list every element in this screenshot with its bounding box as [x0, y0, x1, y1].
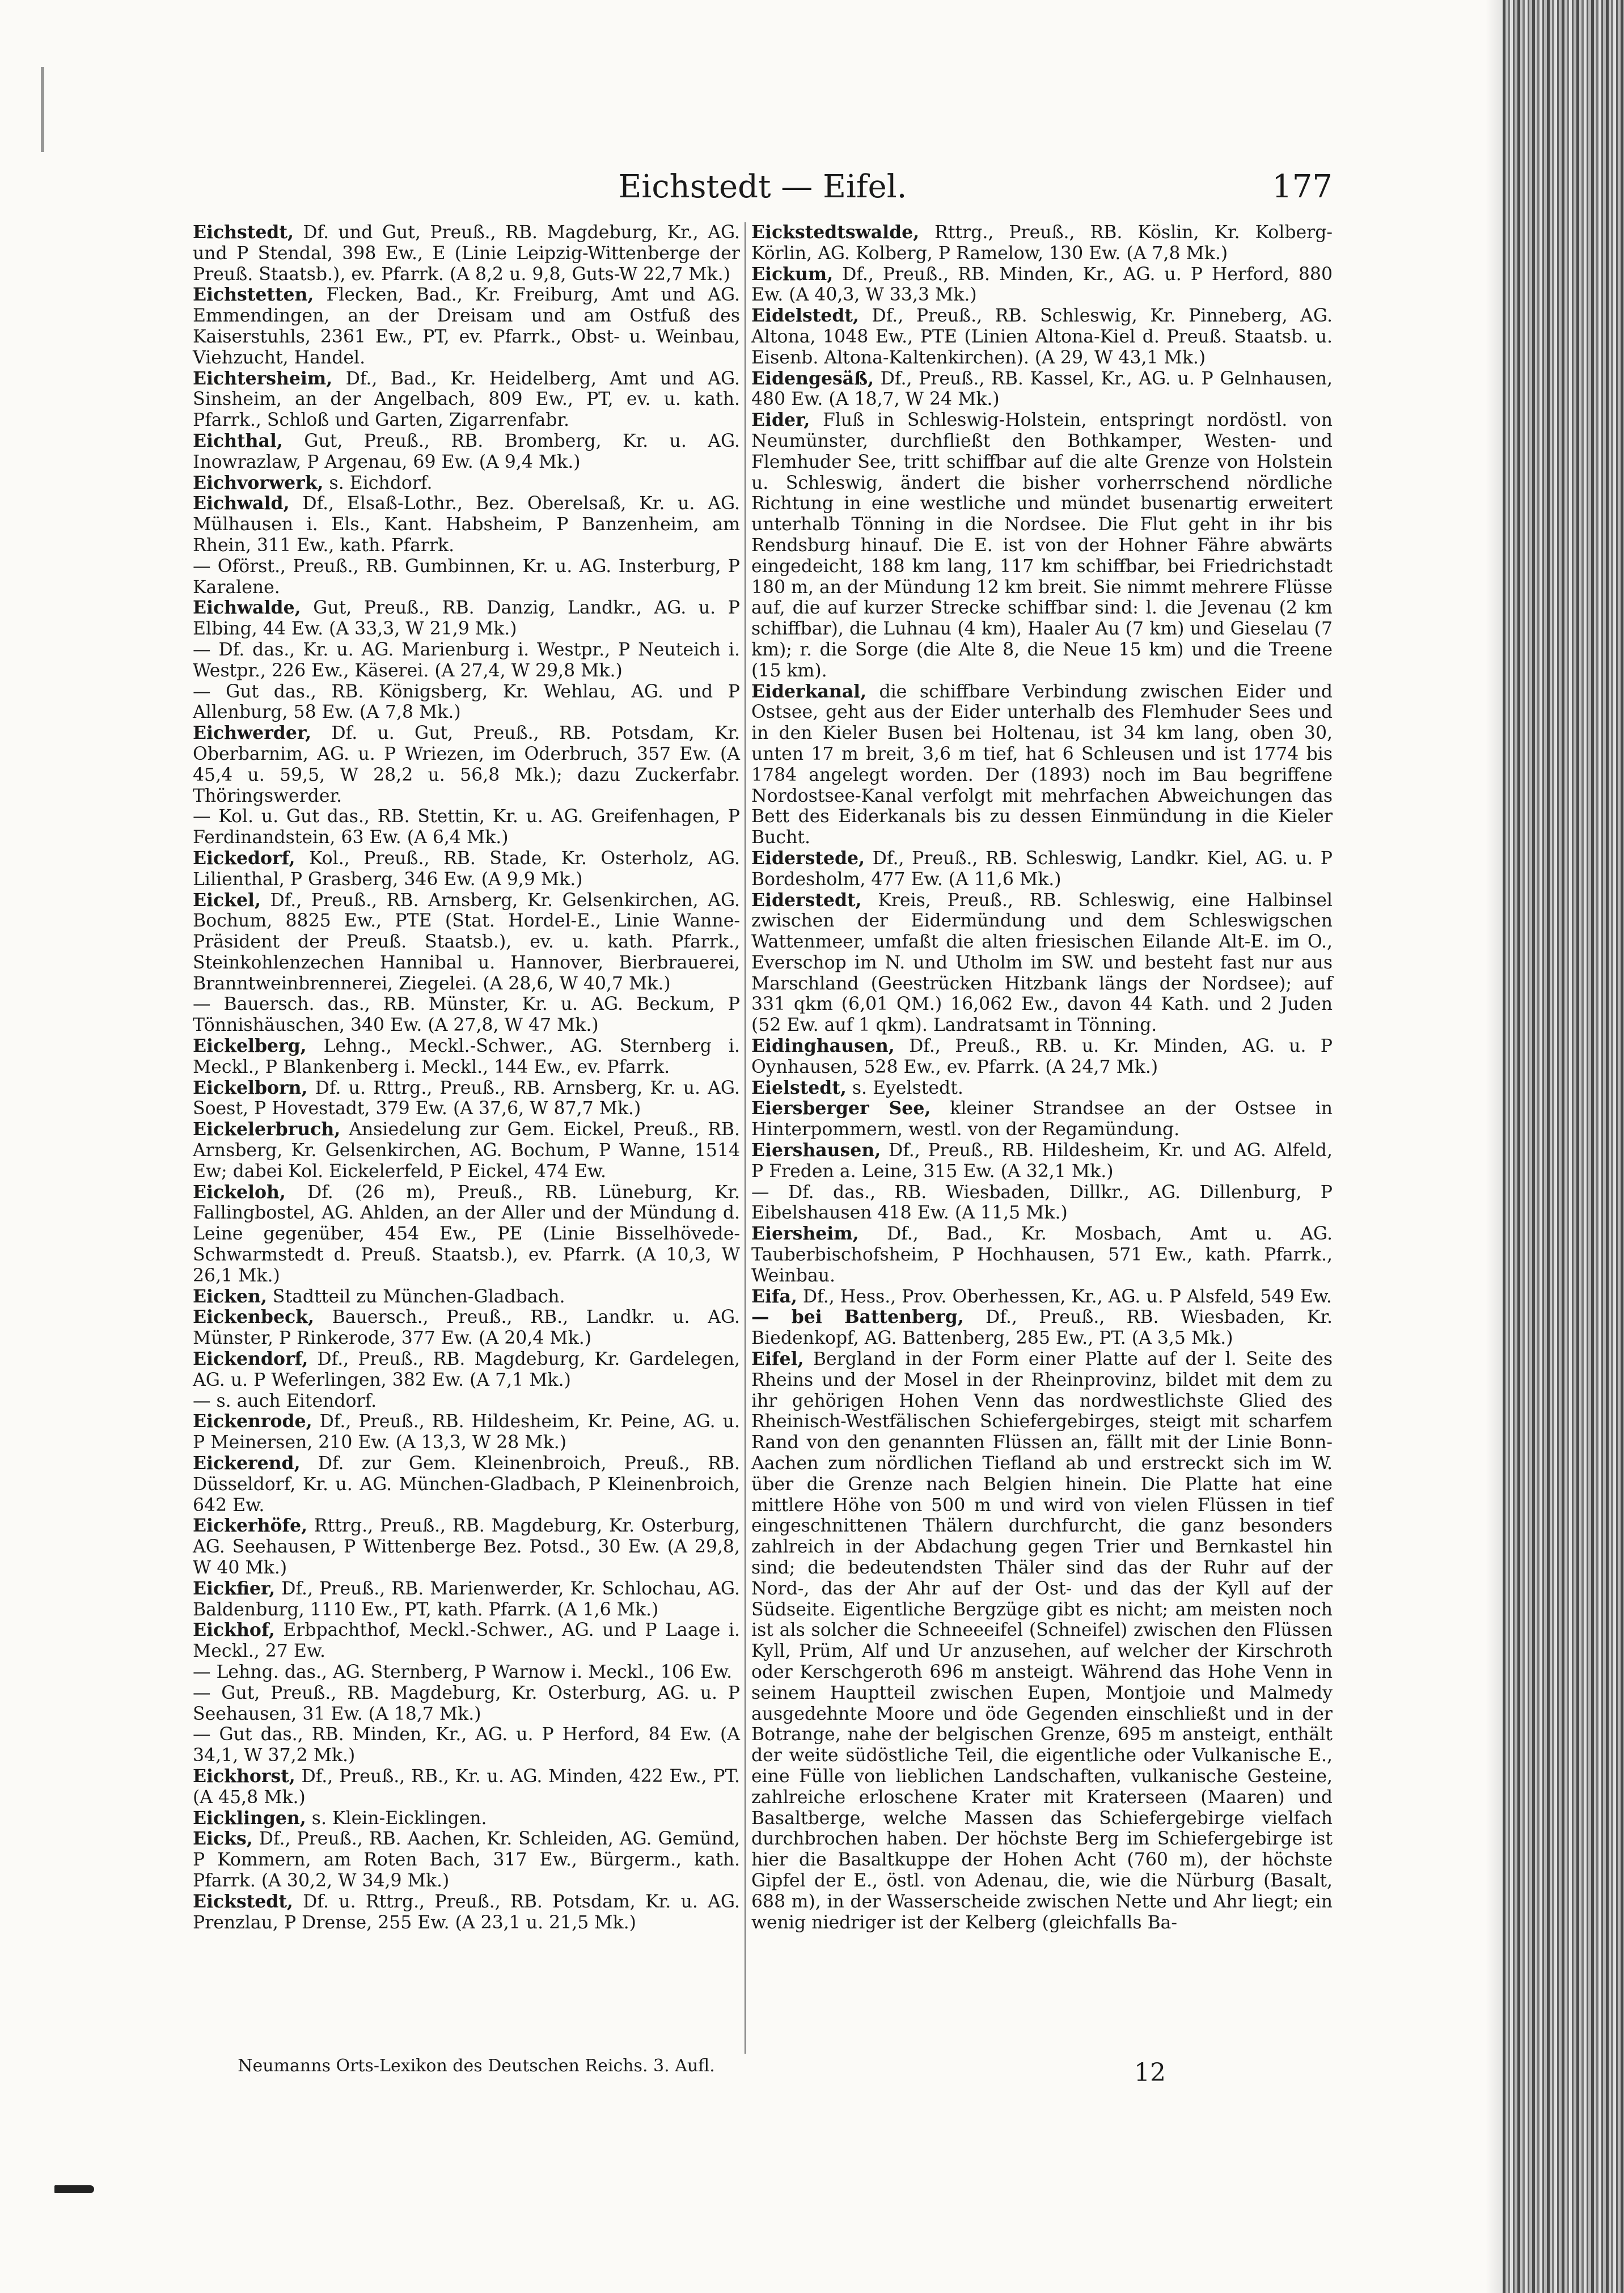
- entry-headword: Eichwald,: [193, 493, 290, 514]
- entry-headword: Eickeloh,: [193, 1181, 286, 1203]
- lexicon-entry: [193, 723, 740, 806]
- entry-text: Df., Preuß., RB., Kr. u. AG. Minden, 422 Ew., PT. (A 45,8 Mk.): [193, 1766, 740, 1808]
- entry-headword: Eiersberger See,: [751, 1098, 931, 1119]
- footer: Neumanns Orts-Lexikon des Deutschen Reichs. 3. Aufl.: [238, 2056, 715, 2076]
- entry-text: Kreis, Preuß., RB. Schleswig, eine Halbinsel zwischen der Eidermündung und dem Schleswigschen Wattenmeer, umfaßt die alten friesischen Eilande Alt-E. im O., Everschop im N. und Utholm im SW. und besteht fast nur aus Marschland (Geestrücken Hitzbank längs der Nordsee); auf 331 qkm (6,01 QM.) 16,062 Ew., davon 44 Kath. und 2 Juden (52 Ew. auf 1 qkm). Landratsamt in Tönning.: [751, 890, 1333, 1036]
- entry-text: — Bauersch. das., RB. Münster, Kr. u. AG. Beckum, P Tönnishäuschen, 340 Ew. (A 27,8, W 47 Mk.): [193, 994, 740, 1036]
- running-header: [193, 164, 1333, 210]
- lexicon-entry: [751, 1307, 1333, 1349]
- lexicon-entry: [193, 1724, 740, 1766]
- entry-headword: Eickelerbruch,: [193, 1119, 341, 1140]
- lexicon-entry: [193, 890, 740, 995]
- entry-text: — Gut, Preuß., RB. Magdeburg, Kr. Osterburg, AG. u. P Seehausen, 31 Ew. (A 18,7 Mk.): [193, 1682, 740, 1724]
- entry-text: — Gut das., RB. Königsberg, Kr. Wehlau, AG. und P Allenburg, 58 Ew. (A 7,8 Mk.): [193, 681, 740, 723]
- entry-text: Df., Preuß., RB. Hildesheim, Kr. Peine, AG. u. P Meinersen, 210 Ew. (A 13,3, W 28 Mk.): [193, 1411, 740, 1453]
- lexicon-entry: [193, 640, 740, 682]
- signature-mark: 12: [1134, 2058, 1166, 2087]
- entry-text: — Gut das., RB. Minden, Kr., AG. u. P Herford, 84 Ew. (A 34,1, W 37,2 Mk.): [193, 1724, 740, 1766]
- entry-text: Df., Hess., Prov. Oberhessen, Kr., AG. u. P Alsfeld, 549 Ew.: [797, 1286, 1332, 1307]
- lexicon-entry: [751, 306, 1333, 368]
- lexicon-entry: [751, 1036, 1333, 1078]
- entry-text: Df., Bad., Kr. Mosbach, Amt u. AG. Tauberbischofsheim, P Hochhausen, 571 Ew., kath. Pfarrk., Weinbau.: [751, 1224, 1333, 1286]
- entry-headword: Eickfier,: [193, 1577, 276, 1599]
- entry-text: — Lehng. das., AG. Sternberg, P Warnow i. Meckl., 106 Ew.: [193, 1661, 733, 1682]
- entry-headword: — bei Battenberg,: [751, 1306, 964, 1328]
- entry-text: Df. u. Gut, Preuß., RB. Potsdam, Kr. Oberbarnim, AG. u. P Wriezen, im Oderbruch, 357 Ew. (A 45,4 u. 59,5, W 28,2 u. 56,8 Mk.); dazu Zuckerfabr. Thöringswerder.: [193, 723, 740, 806]
- entry-text: Df. u. Rttrg., Preuß., RB. Potsdam, Kr. u. AG. Prenzlau, P Drense, 255 Ew. (A 23,1 u. 21,5 Mk.): [193, 1891, 740, 1933]
- entry-headword: Eickstedtswalde,: [751, 222, 920, 243]
- lexicon-entry: [193, 285, 740, 368]
- entry-text: kleiner Strandsee an der Ostsee in Hinterpommern, westl. von der Regamündung.: [751, 1098, 1333, 1140]
- entry-text: Kol., Preuß., RB. Stade, Kr. Osterholz, AG. Lilienthal, P Grasberg, 346 Ew. (A 9,9 Mk.): [193, 848, 740, 890]
- lexicon-entry: [193, 682, 740, 724]
- entry-headword: Eickhorst,: [193, 1765, 295, 1787]
- scan-mark: [54, 2185, 94, 2193]
- lexicon-entry: [193, 1892, 740, 1934]
- lexicon-entry: [193, 1766, 740, 1808]
- entry-text: Gut, Preuß., RB. Bromberg, Kr. u. AG. Inowrazlaw, P Argenau, 69 Ew. (A 9,4 Mk.): [193, 430, 740, 472]
- entry-headword: Eichvorwerk,: [193, 472, 324, 493]
- entry-headword: Eiderstede,: [751, 847, 865, 869]
- entry-text: — Kol. u. Gut das., RB. Stettin, Kr. u. AG. Greifenhagen, P Ferdinandstein, 63 Ew. (A 6,4 Mk.): [193, 806, 740, 848]
- entry-text: Df., Preuß., RB. Aachen, Kr. Schleiden, AG. Gemünd, P Kommern, am Roten Bach, 317 Ew., Bürgerm., kath. Pfarrk. (A 30,2, W 34,9 Mk.): [193, 1829, 740, 1891]
- entry-text: Df., Preuß., RB. Schleswig, Landkr. Kiel, AG. u. P Bordesholm, 477 Ew. (A 11,6 Mk.): [751, 848, 1333, 890]
- entry-text: Df., Preuß., RB. Marienwerder, Kr. Schlochau, AG. Baldenburg, 1110 Ew., PT, kath. Pfarrk. (A 1,6 Mk.): [193, 1578, 740, 1620]
- lexicon-entry: [193, 1287, 740, 1308]
- entry-text: s. Eichdorf.: [323, 472, 433, 493]
- entry-headword: Eickerhöfe,: [193, 1515, 308, 1537]
- entry-text: Erbpachthof, Meckl.-Schwer., AG. und P Laage i. Meckl., 27 Ew.: [193, 1620, 740, 1662]
- lexicon-entry: [193, 369, 740, 431]
- entry-headword: Eider,: [751, 409, 810, 431]
- lexicon-entry: [193, 1829, 740, 1891]
- lexicon-entry: [751, 1349, 1333, 1933]
- entry-text: Df., Preuß., RB. Hildesheim, Kr. und AG. Alfeld, P Freden a. Leine, 315 Ew. (A 32,1 Mk.): [751, 1140, 1333, 1182]
- lexicon-entry: [193, 1307, 740, 1349]
- entry-headword: Eichstedt,: [193, 222, 294, 243]
- entry-text: Df., Bad., Kr. Heidelberg, Amt und AG. Sinsheim, an der Angelbach, 809 Ew., PT, ev. u. kath. Pfarrk., Schloß und Garten, Zigarrenfabr.: [193, 368, 740, 431]
- entry-text: Df., Preuß., RB. Kassel, Kr., AG. u. P Gelnhausen, 480 Ew. (A 18,7, W 24 Mk.): [751, 368, 1333, 410]
- lexicon-entry: [193, 1119, 740, 1182]
- entry-text: Df., Preuß., RB. Wiesbaden, Kr. Biedenkopf, AG. Battenberg, 285 Ew., PT. (A 3,5 Mk.): [751, 1307, 1333, 1349]
- entry-text: Df. und Gut, Preuß., RB. Magdeburg, Kr., AG. und P Stendal, 398 Ew., E (Linie Leipzig-Wittenberge der Preuß. Staatsb.), ev. Pfarrk. (A 8,2 u. 9,8, Guts-W 22,7 Mk.): [193, 222, 740, 285]
- lexicon-entry: [193, 1078, 740, 1120]
- right-column: [751, 222, 1333, 1933]
- entry-headword: Eichtersheim,: [193, 367, 333, 389]
- page-title: Eichstedt — Eifel.: [618, 168, 907, 205]
- entry-headword: Eichwalde,: [193, 597, 301, 619]
- lexicon-entry: [193, 493, 740, 556]
- lexicon-entry: [751, 1287, 1333, 1308]
- entry-headword: Eidinghausen,: [751, 1035, 895, 1057]
- entry-text: Bauersch., Preuß., RB., Landkr. u. AG. Münster, P Rinkerode, 377 Ew. (A 20,4 Mk.): [193, 1307, 740, 1349]
- lexicon-entry: [751, 369, 1333, 411]
- entry-text: Fluß in Schleswig-Holstein, entspringt nordöstl. von Neumünster, durchfließt den Bothkamper, Westen- und Flemhuder See, tritt schiffbar auf die alte Grenze von Holstein u. Schleswig, ändert die bisher vorherrschend nördliche Richtung in eine westliche und mündet busenartig erweitert unterhalb Tönning in die Nordsee. Die Flut geht in ihr bis Rendsburg hinauf. Die E. ist von der Hohner Fähre abwärts eingedeicht, 188 km lang, 117 km schiffbar, bei Friedrichstadt 180 m, an der Mündung 12 km breit. Sie nimmt mehrere Flüsse auf, die auf kurzer Strecke schiffbar sind: l. die Jevenau (2 km schiffbar), die Luhnau (4 km), Haaler Au (7 km) und Gieselau (7 km); r. die Sorge (die Alte 8, die Neue 15 km) und die Treene (15 km).: [751, 410, 1333, 681]
- lexicon-entry: [751, 1140, 1333, 1182]
- entry-headword: Eicken,: [193, 1285, 267, 1307]
- entry-text: Df., Preuß., RB. Magdeburg, Kr. Gardelegen, AG. u. P Weferlingen, 382 Ew. (A 7,1 Mk.): [193, 1349, 740, 1390]
- entry-text: — Df. das., Kr. u. AG. Marienburg i. Westpr., P Neuteich i. Westpr., 226 Ew., Käserei. (A 27,4, W 29,8 Mk.): [193, 639, 740, 681]
- entry-headword: Eicklingen,: [193, 1807, 306, 1829]
- book-spine: [1503, 0, 1624, 2293]
- entry-headword: Eickum,: [751, 263, 834, 285]
- lexicon-entry: [193, 1349, 740, 1391]
- entry-text: s. Eyelstedt.: [846, 1077, 963, 1098]
- lexicon-entry: [751, 890, 1333, 1036]
- lexicon-entry: [751, 1224, 1333, 1286]
- entry-headword: Eickhof,: [193, 1619, 275, 1641]
- entry-headword: Eifa,: [751, 1285, 797, 1307]
- lexicon-entry: [193, 1516, 740, 1578]
- lexicon-entry: [193, 806, 740, 848]
- entry-text: Lehng., Meckl.-Schwer., AG. Sternberg i. Meckl., P Blankenberg i. Meckl., 144 Ew., ev. Pfarrk.: [193, 1036, 740, 1077]
- lexicon-entry: [193, 1182, 740, 1287]
- entry-headword: Eichwerder,: [193, 722, 312, 744]
- lexicon-entry: [193, 1662, 740, 1683]
- entry-headword: Eickelborn,: [193, 1077, 308, 1098]
- entry-text: Rttrg., Preuß., RB. Magdeburg, Kr. Osterburg, AG. Seehausen, P Wittenberge Bez. Potsd., 30 Ew. (A 29,8, W 40 Mk.): [193, 1516, 740, 1578]
- page-number: 177: [1272, 168, 1333, 205]
- lexicon-entry: [751, 264, 1333, 306]
- entry-headword: Eifel,: [751, 1348, 804, 1370]
- lexicon-entry: [751, 848, 1333, 890]
- entry-headword: Eickedorf,: [193, 847, 295, 869]
- lexicon-entry: [193, 1683, 740, 1725]
- entry-text: Df., Preuß., RB. Arnsberg, Kr. Gelsenkirchen, AG. Bochum, 8825 Ew., PTE (Stat. Hordel-E., Linie Wanne-Präsident der Preuß. Staatsb.), ev. u. kath. Pfarrk., Steinkohlenzechen Hannibal u. Hannover, Bierbrauerei, Branntweinbrennerei, Ziegelei. (A 28,6, W 40,7 Mk.): [193, 890, 740, 994]
- entry-text: Df. (26 m), Preuß., RB. Lüneburg, Kr. Fallingbostel, AG. Ahlden, an der Aller und der Mündung d. Leine gegenüber, 454 Ew., PE (Linie Bisselhövede-Schwarmstedt d. Preuß. Staatsb.), ev. Pfarrk. (A 10,3, W 26,1 Mk.): [193, 1182, 740, 1286]
- entry-text: Gut, Preuß., RB. Danzig, Landkr., AG. u. P Elbing, 44 Ew. (A 33,3, W 21,9 Mk.): [193, 598, 740, 640]
- entry-headword: Eickstedt,: [193, 1890, 293, 1912]
- entry-headword: Eickel,: [193, 889, 261, 911]
- entry-text: Df., Elsaß-Lothr., Bez. Oberelsaß, Kr. u. AG. Mülhausen i. Els., Kant. Habsheim, P Banzenheim, am Rhein, 311 Ew., kath. Pfarrk.: [193, 493, 740, 556]
- entry-headword: Eichthal,: [193, 430, 283, 451]
- entry-headword: Eidengesäß,: [751, 367, 874, 389]
- entry-headword: Eiershausen,: [751, 1140, 881, 1161]
- entry-headword: Eickendorf,: [193, 1348, 308, 1370]
- entry-headword: Eicks,: [193, 1828, 253, 1850]
- lexicon-entry: [193, 1411, 740, 1453]
- entry-headword: Eichstetten,: [193, 284, 314, 306]
- lexicon-entry: [751, 222, 1333, 264]
- entry-text: Df. zur Gem. Kleinenbroich, Preuß., RB. Düsseldorf, Kr. u. AG. München-Gladbach, P Kleinenbroich, 642 Ew.: [193, 1453, 740, 1516]
- entry-text: — s. auch Eitendorf.: [193, 1390, 377, 1411]
- entry-text: — Oförst., Preuß., RB. Gumbinnen, Kr. u. AG. Insterburg, P Karalene.: [193, 556, 740, 598]
- lexicon-entry: [193, 431, 740, 473]
- entry-headword: Eiderstedt,: [751, 889, 862, 911]
- lexicon-entry: [751, 1078, 1333, 1099]
- left-column: [193, 222, 740, 1933]
- lexicon-entry: [193, 1808, 740, 1829]
- lexicon-entry: [193, 222, 740, 285]
- entry-text: Df., Preuß., RB. Schleswig, Kr. Pinneberg, AG. Altona, 1048 Ew., PTE (Linien Altona-Kiel d. Preuß. Staatsb. u. Eisenb. Altona-Kaltenkirchen). (A 29, W 43,1 Mk.): [751, 306, 1333, 368]
- column-rule: [745, 222, 746, 2054]
- entry-text: Stadtteil zu München-Gladbach.: [267, 1286, 565, 1307]
- entry-text: Rttrg., Preuß., RB. Köslin, Kr. Kolberg-Körlin, AG. Kolberg, P Ramelow, 130 Ew. (A 7,8 Mk.): [751, 222, 1333, 264]
- entry-headword: Eickerend,: [193, 1453, 301, 1474]
- entry-text: Df., Preuß., RB. Minden, Kr., AG. u. P Herford, 880 Ew. (A 40,3, W 33,3 Mk.): [751, 264, 1333, 306]
- entry-text: Bergland in der Form einer Platte auf der l. Seite des Rheins und der Mosel in der Rheinprovinz, bildet mit dem zu ihr gehörigen Hohen Venn das nordwestlichste Glied des Rheinisch-Westfälischen Schiefergebirges, steigt mit scharfem Rand von den genannten Flüssen an, fällt mit der Linie Bonn-Aachen zum nördlichen Tiefland ab und erstreckt sich im W. über die Grenze nach Belgien hinein. Die Platte hat eine mittlere Höhe von 500 m und wird von vielen Flüssen in tief eingeschnittenen Thälern durchfurcht, die ganz besonders zahlreich in der Abdachung gegen Trier und Bernkastel hin sind; die bedeutendsten Thäler sind das der Ruhr auf der Nord-, das der Ahr auf der Ost- und das der Kyll auf der Südseite. Eigentliche Bergzüge gibt es nicht; am meisten noch ist als solcher die Schneeeifel (Schneifel) zwischen den Flüssen Kyll, Prüm, Alf und Ur anzusehen, auf welcher der Kirschroth oder Kerschgeroth 696 m ansteigt. Während das Hohe Venn in seinem Hauptteil zwischen Eupen, Montjoie und Malmedy ausgedehnte Moore und öde Gegenden einschließt und in der Botrange, nahe der belgischen Grenze, 695 m ansteigt, enthält der weite südöstliche Teil, die eigentliche oder Vulkanische E., eine Fülle von lieblichen Landschaften, vulkanische Gesteine, zahlreiche erloschene Krater mit Kraterseen (Maaren) und Basaltberge, welche Massen das Schiefergebirge vielfach durchbrochen haben. Der höchste Berg im Schiefergebirge ist hier die Basaltkuppe der Hohen Acht (760 m), der höchste Gipfel der E., östl. von Adenau, die, wie die Nürburg (Basalt, 688 m), in der Wasserscheide zwischen Nette und Ahr liegt; ein wenig niedriger ist der Kelberg (gleichfalls Ba-: [751, 1349, 1333, 1933]
- entry-headword: Eickenrode,: [193, 1411, 312, 1432]
- lexicon-entry: [193, 556, 740, 598]
- entry-text: Flecken, Bad., Kr. Freiburg, Amt und AG. Emmendingen, an der Dreisam und am Ostfuß des Kaiserstuhls, 2361 Ew., PT, ev. Pfarrk., Obst- u. Weinbau, Viehzucht, Handel.: [193, 285, 740, 368]
- entry-headword: Eiderkanal,: [751, 680, 867, 702]
- lexicon-entry: [751, 1098, 1333, 1140]
- lexicon-entry: [193, 1620, 740, 1662]
- lexicon-entry: [193, 473, 740, 494]
- entry-text: Df., Preuß., RB. u. Kr. Minden, AG. u. P Oynhausen, 528 Ew., ev. Pfarrk. (A 24,7 Mk.): [751, 1036, 1333, 1077]
- scan-mark: [41, 67, 65, 152]
- lexicon-entry: [751, 682, 1333, 848]
- lexicon-entry: [193, 1453, 740, 1516]
- lexicon-entry: [193, 1391, 740, 1412]
- entry-headword: Eielstedt,: [751, 1077, 847, 1098]
- lexicon-entry: [193, 1579, 740, 1621]
- lexicon-entry: [751, 410, 1333, 681]
- entry-text: — Df. das., RB. Wiesbaden, Dillkr., AG. Dillenburg, P Eibelshausen 418 Ew. (A 11,5 Mk.): [751, 1182, 1333, 1224]
- entry-text: die schiffbare Verbindung zwischen Eider und Ostsee, geht aus der Eider unterhalb des Flemhuder Sees und in den Kieler Busen bei Holtenau, ist 34 km lang, oben 30, unten 17 m breit, 3,6 m tief, hat 6 Schleusen und ist 1774 bis 1784 angelegt worden. Der (1893) noch im Bau begriffene Nordostsee-Kanal verfolgt mit mehrfachen Abweichungen das Bett des Eiderkanals bis zu dessen Einmündung in die Kieler Bucht.: [751, 681, 1333, 848]
- lexicon-entry: [193, 994, 740, 1036]
- entry-text: Df. u. Rttrg., Preuß., RB. Arnsberg, Kr. u. AG. Soest, P Hovestadt, 379 Ew. (A 37,6, W 87,7 Mk.): [193, 1077, 740, 1119]
- entry-headword: Eiersheim,: [751, 1223, 859, 1245]
- entry-headword: Eickelberg,: [193, 1035, 307, 1057]
- lexicon-entry: [193, 1036, 740, 1078]
- entry-text: Ansiedelung zur Gem. Eickel, Preuß., RB. Arnsberg, Kr. Gelsenkirchen, AG. Bochum, P Wanne, 1514 Ew; dabei Kol. Eickelerfeld, P Eickel, 474 Ew.: [193, 1119, 740, 1182]
- entry-text: s. Klein-Eicklingen.: [306, 1808, 487, 1829]
- lexicon-entry: [751, 1182, 1333, 1224]
- entry-headword: Eidelstedt,: [751, 305, 859, 327]
- lexicon-entry: [193, 598, 740, 640]
- entry-headword: Eickenbeck,: [193, 1306, 314, 1328]
- lexicon-entry: [193, 848, 740, 890]
